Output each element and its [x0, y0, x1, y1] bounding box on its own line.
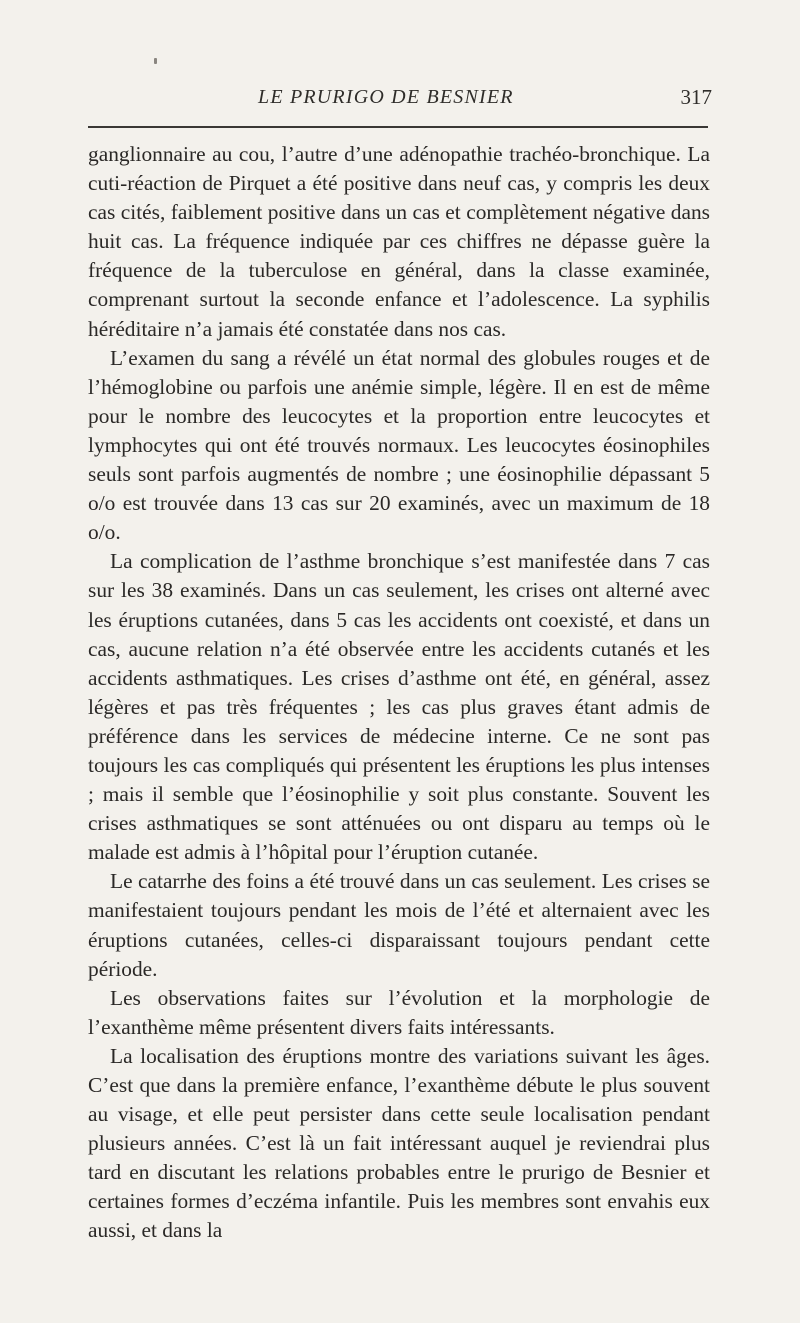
- page-number: 317: [680, 85, 712, 109]
- paragraph-1: ganglionnaire au cou, l’autre d’une adénopathie trachéo-bronchique. La cuti-réaction de Pirquet a été positive dans neuf cas, y compris les deux cas cités, faiblement positive dans un cas et complètement négative dans huit cas. La fréquence indiquée par ces chiffres ne dépasse guère la fréquence de la tuberculose en général, dans la classe examinée, comprenant surtout la seconde enfance et l’adolescence. La syphilis héréditaire n’a jamais été constatée dans nos cas.: [88, 142, 710, 341]
- paragraph-3: La complication de l’asthme bronchique s’est manifestée dans 7 cas sur les 38 examinés. Dans un cas seulement, les crises ont alterné avec les éruptions cutanées, dans 5 cas les accidents ont coexisté, et dans un cas, aucune relation n’a été observée entre les accidents cutanés et les accidents asthmatiques. Les crises d’asthme ont été, en général, assez légères et pas très fréquentes ; les cas plus graves étant admis de préférence dans les services de médecine interne. Ce ne sont pas toujours les cas compliqués qui présentent les éruptions les plus intenses ; mais il semble que l’éosinophilie y soit plus constante. Souvent les crises asthmatiques se sont atténuées ou ont disparu au temps où le malade est admis à l’hôpital pour l’éruption cutanée.: [88, 549, 710, 865]
- paragraph-4: Le catarrhe des foins a été trouvé dans un cas seulement. Les crises se manifestaient toujours pendant les mois de l’été et alternaient avec les éruptions cutanées, celles-ci disparaissant toujours pendant cette période.: [88, 869, 710, 981]
- paragraph-2: L’examen du sang a révélé un état normal des globules rouges et de l’hémoglobine ou parfois une anémie simple, légère. Il en est de même pour le nombre des leucocytes et la proportion entre leucocytes et lymphocytes qui ont été trouvés normaux. Les leucocytes éosinophiles seuls sont parfois augmentés de nombre ; une éosinophilie dépassant 5 o/o est trouvée dans 13 cas sur 20 examinés, avec un maximum de 18 o/o.: [88, 345, 710, 545]
- paragraph-6: La localisation des éruptions montre des variations suivant les âges. C’est que dans la première enfance, l’exanthème débute le plus souvent au visage, et elle peut persister dans cette seule localisation pendant plusieurs années. C’est là un fait intéressant auquel je reviendrai plus tard en discutant les relations probables entre le prurigo de Besnier et certaines formes d’eczéma infantile. Puis les membres sont envahis eux aussi, et dans la: [88, 1043, 710, 1243]
- running-title: LE PRURIGO DE BESNIER: [258, 86, 514, 108]
- paragraph-5: Les observations faites sur l’évolution et la morphologie de l’exanthème même présentent divers faits intéressants.: [88, 985, 710, 1039]
- print-speck: [154, 58, 157, 64]
- header-rule: [88, 126, 708, 128]
- body-text: [88, 140, 710, 1246]
